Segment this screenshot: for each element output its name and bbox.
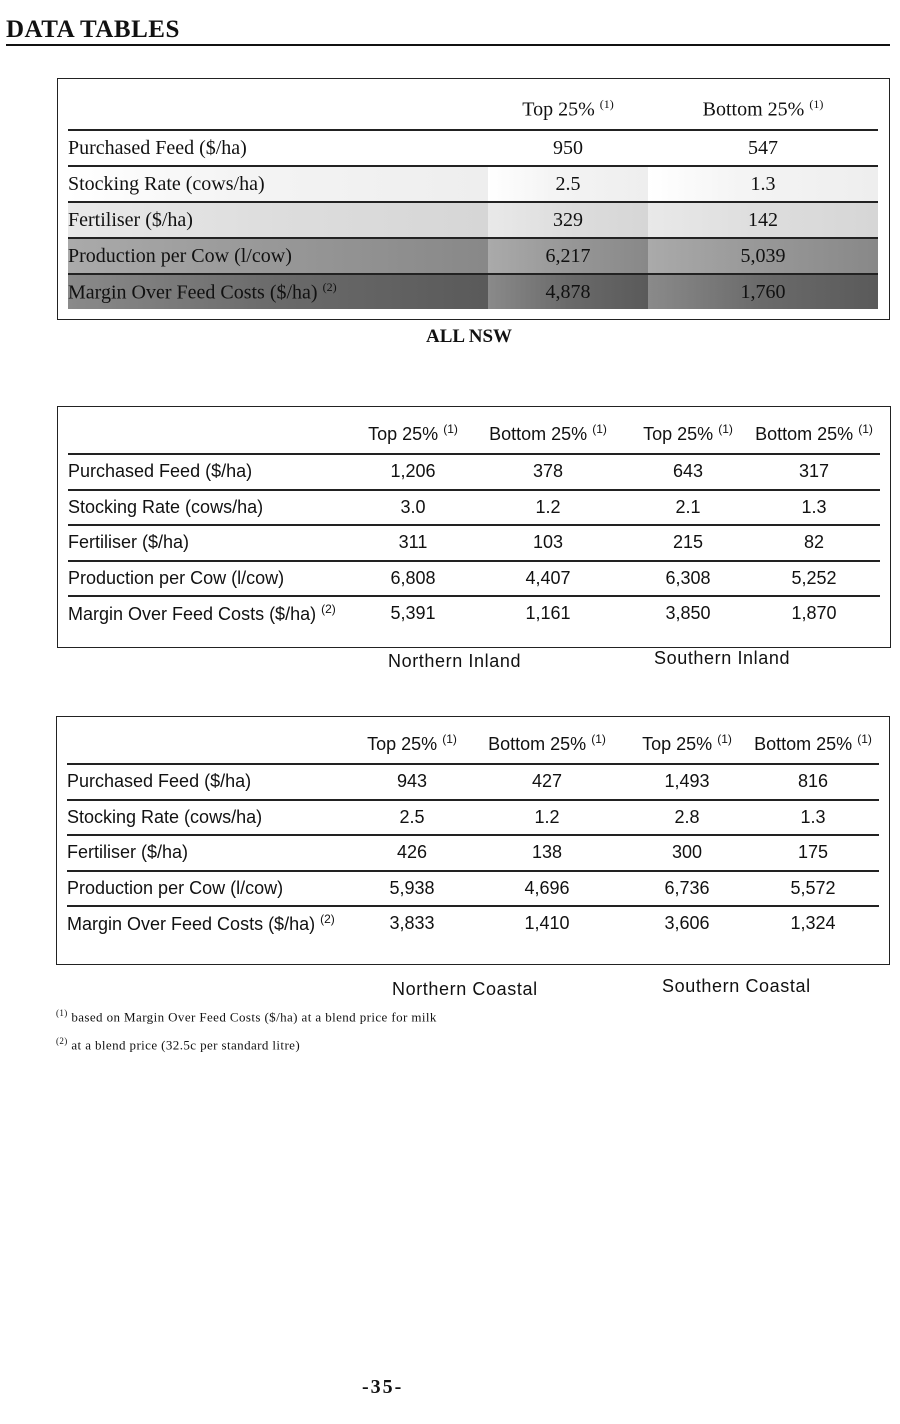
inland-caption-southern: Southern Inland	[654, 648, 791, 668]
cell-value: 329	[488, 202, 648, 238]
table-row	[67, 764, 879, 800]
row-label: Fertiliser ($/ha)	[67, 835, 357, 871]
row-label: Fertiliser ($/ha)	[68, 525, 358, 561]
nsw-table	[68, 89, 878, 309]
cell-value: 950	[488, 130, 648, 166]
table-row	[68, 596, 880, 631]
page-number: -35-	[362, 1376, 404, 1398]
coastal-header-1: Top 25% $^{(1)}$	[367, 731, 457, 754]
cell-value: 6,217	[488, 238, 648, 274]
nsw-caption: ALL NSW	[426, 326, 513, 347]
cell-value: 1,410	[467, 906, 627, 941]
table-row	[68, 490, 880, 526]
inland-caption-northern: Northern Inland	[388, 651, 522, 671]
cell-value: 3,850	[628, 596, 748, 631]
inland-table	[68, 413, 880, 631]
cell-value: 142	[648, 202, 878, 238]
cell-value: 175	[747, 835, 879, 871]
row-label: Margin Over Feed Costs ($/ha) $^{(2)}$	[68, 274, 488, 309]
table-row	[68, 130, 878, 166]
row-label: Stocking Rate (cows/ha)	[68, 490, 358, 526]
cell-value: 1,870	[748, 596, 880, 631]
nsw-header-top: Top 25% $^{(1)}$	[522, 96, 614, 121]
cell-value: 82	[748, 525, 880, 561]
cell-value: 5,938	[357, 871, 467, 907]
table-row	[68, 274, 878, 309]
coastal-caption-northern: Northern Coastal	[392, 979, 538, 999]
row-label: Stocking Rate (cows/ha)	[67, 800, 357, 836]
cell-value: 426	[357, 835, 467, 871]
cell-value: 943	[357, 764, 467, 800]
row-label: Stocking Rate (cows/ha)	[68, 166, 488, 202]
table-row	[68, 454, 880, 490]
cell-value: 3.0	[358, 490, 468, 526]
inland-header-3: Top 25% $^{(1)}$	[643, 421, 733, 444]
cell-value: 5,391	[358, 596, 468, 631]
title-rule	[6, 44, 890, 46]
cell-value: 3,833	[357, 906, 467, 941]
cell-value: 103	[468, 525, 628, 561]
coastal-header-2: Bottom 25% $^{(1)}$	[488, 731, 606, 754]
inland-table-box	[57, 406, 891, 648]
cell-value: 378	[468, 454, 628, 490]
row-label: Production per Cow (l/cow)	[68, 561, 358, 597]
coastal-table-box	[56, 716, 890, 965]
table-row	[68, 202, 878, 238]
row-label: Purchased Feed ($/ha)	[67, 764, 357, 800]
cell-value: 2.5	[488, 166, 648, 202]
cell-value: 5,252	[748, 561, 880, 597]
cell-value: 4,696	[467, 871, 627, 907]
cell-value: 317	[748, 454, 880, 490]
table-row	[68, 166, 878, 202]
cell-value: 1,206	[358, 454, 468, 490]
cell-value: 1,760	[648, 274, 878, 309]
inland-header-2: Bottom 25% $^{(1)}$	[489, 421, 607, 444]
nsw-header-bottom: Bottom 25% $^{(1)}$	[702, 96, 824, 121]
cell-value: 816	[747, 764, 879, 800]
row-label: Margin Over Feed Costs ($/ha) $^{(2)}$	[67, 906, 357, 941]
cell-value: 6,736	[627, 871, 747, 907]
cell-value: 1.2	[468, 490, 628, 526]
table-row	[68, 525, 880, 561]
cell-value: 1,324	[747, 906, 879, 941]
cell-value: 311	[358, 525, 468, 561]
cell-value: 547	[648, 130, 878, 166]
cell-value: 2.5	[357, 800, 467, 836]
cell-value: 5,039	[648, 238, 878, 274]
table-row	[68, 238, 878, 274]
cell-value: 300	[627, 835, 747, 871]
cell-value: 1,161	[468, 596, 628, 631]
coastal-caption-southern: Southern Coastal	[662, 976, 811, 996]
coastal-table	[67, 723, 879, 941]
cell-value: 138	[467, 835, 627, 871]
cell-value: 1.3	[747, 800, 879, 836]
cell-value: 1,493	[627, 764, 747, 800]
table-row	[67, 800, 879, 836]
coastal-header-4: Bottom 25% $^{(1)}$	[754, 731, 872, 754]
footnote-1: $^{(1)}$ based on Margin Over Feed Costs ($/ha) at a blend price for milk	[56, 1008, 437, 1025]
cell-value: 643	[628, 454, 748, 490]
cell-value: 6,308	[628, 561, 748, 597]
cell-value: 2.1	[628, 490, 748, 526]
row-label: Production per Cow (l/cow)	[68, 238, 488, 274]
row-label: Purchased Feed ($/ha)	[68, 454, 358, 490]
inland-header-4: Bottom 25% $^{(1)}$	[755, 421, 873, 444]
table-row	[67, 835, 879, 871]
inland-header-row	[68, 413, 880, 454]
cell-value: 6,808	[358, 561, 468, 597]
cell-value: 1.2	[467, 800, 627, 836]
row-label: Fertiliser ($/ha)	[68, 202, 488, 238]
cell-value: 4,878	[488, 274, 648, 309]
table-row	[67, 906, 879, 941]
table-row	[67, 871, 879, 907]
cell-value: 215	[628, 525, 748, 561]
page-title: DATA TABLES	[6, 16, 180, 43]
row-label: Purchased Feed ($/ha)	[68, 130, 488, 166]
cell-value: 427	[467, 764, 627, 800]
cell-value: 2.8	[627, 800, 747, 836]
nsw-header-row	[68, 89, 878, 130]
coastal-header-3: Top 25% $^{(1)}$	[642, 731, 732, 754]
inland-header-1: Top 25% $^{(1)}$	[368, 421, 458, 444]
footnote-2: $^{(2)}$ at a blend price (32.5c per standard litre)	[56, 1036, 301, 1053]
row-label: Margin Over Feed Costs ($/ha) $^{(2)}$	[68, 596, 358, 631]
cell-value: 3,606	[627, 906, 747, 941]
table-row	[68, 561, 880, 597]
cell-value: 4,407	[468, 561, 628, 597]
cell-value: 5,572	[747, 871, 879, 907]
row-label: Production per Cow (l/cow)	[67, 871, 357, 907]
cell-value: 1.3	[748, 490, 880, 526]
nsw-table-box	[57, 78, 890, 320]
cell-value: 1.3	[648, 166, 878, 202]
coastal-header-row	[67, 723, 879, 764]
